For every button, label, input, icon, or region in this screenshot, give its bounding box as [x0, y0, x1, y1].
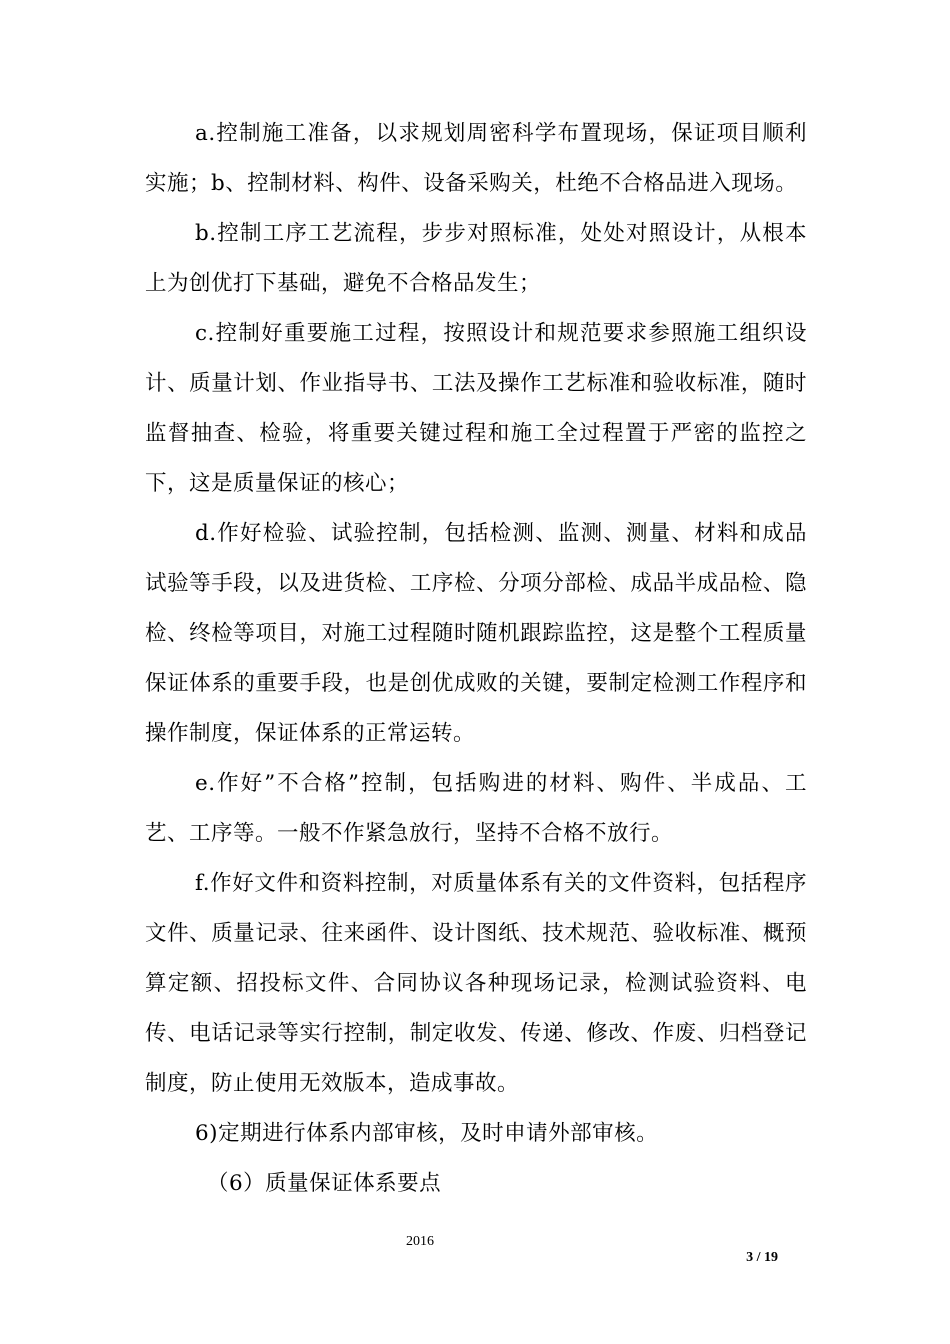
footer-year: 2016: [406, 1234, 434, 1249]
paragraph-d: d.作好检验、试验控制，包括检测、监测、测量、材料和成品试验等手段，以及进货检、工序检、分项分部检、成品半成品检、隐检、终检等项目，对施工过程随时随机跟踪监控，这是整个工程质量保证体系的重要手段，也是创优成败的关键，要制定检测工作程序和操作制度，保证体系的正常运转。: [145, 521, 807, 746]
paragraph-c: c.控制好重要施工过程，按照设计和规范要求参照施工组织设计、质量计划、作业指导书、工法及操作工艺标准和验收标准，随时监督抽查、检验，将重要关键过程和施工全过程置于严密的监控之下，这是质量保证的核心；: [145, 321, 807, 496]
paragraph-item-6: 6)定期进行体系内部审核，及时申请外部审核。: [195, 1121, 659, 1146]
page-number: 3 / 19: [746, 1250, 778, 1265]
section-heading: （6）质量保证体系要点: [207, 1171, 442, 1196]
paragraph-a: a.控制施工准备，以求规划周密科学布置现场，保证项目顺利实施；b、控制材料、构件、设备采购关，杜绝不合格品进入现场。: [145, 121, 807, 196]
paragraph-e: e.作好”不合格”控制，包括购进的材料、购件、半成品、工艺、工序等。一般不作紧急放行，坚持不合格不放行。: [145, 771, 807, 846]
document-body: [145, 109, 807, 1209]
paragraph-f: f.作好文件和资料控制，对质量体系有关的文件资料，包括程序文件、质量记录、往来函件、设计图纸、技术规范、验收标准、概预算定额、招投标文件、合同协议各种现场记录，检测试验资料、电传、电话记录等实行控制，制定收发、传递、修改、作废、归档登记制度，防止使用无效版本，造成事故。: [145, 871, 807, 1096]
paragraph-b: b.控制工序工艺流程，步步对照标准，处处对照设计，从根本上为创优打下基础，避免不合格品发生；: [145, 221, 807, 296]
